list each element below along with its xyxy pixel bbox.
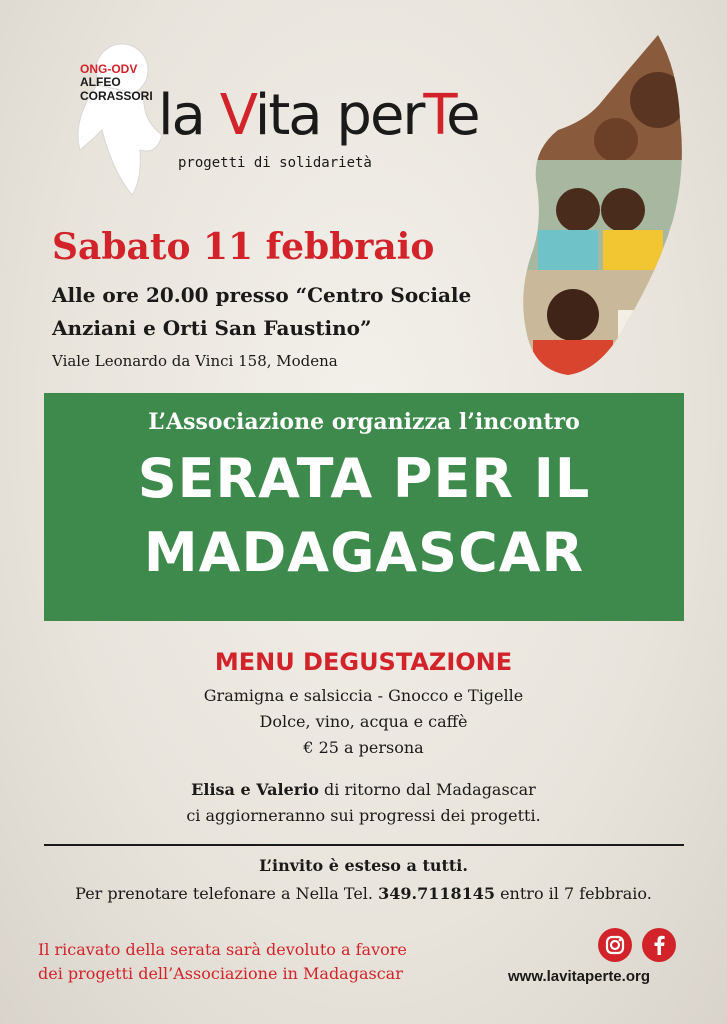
menu-line1: Gramigna e salsiccia - Gnocco e Tigelle: [203, 686, 524, 705]
ong-label: ONG-ODV: [80, 62, 138, 76]
booking-phone[interactable]: 349.7118145: [378, 884, 495, 903]
website-link[interactable]: www.lavitaperte.org: [508, 968, 650, 985]
event-title-banner: [44, 393, 684, 621]
footer-note-line2: dei progetti dell’Associazione in Madagascar: [38, 964, 403, 983]
guests-line1: [0, 780, 727, 799]
association-name-line1: ALFEO: [80, 75, 121, 89]
event-date: Sabato 11 febbraio: [52, 226, 435, 268]
event-time-venue-line1: Alle ore 20.00 presso “Centro Sociale: [52, 283, 472, 307]
invite-line2: Per prenotare telefonare a Nella Tel. 349.7118145 entro il 7 febbraio.: [75, 884, 652, 903]
guests-line2: ci aggiorneranno sui progressi dei progetti.: [186, 806, 541, 825]
association-name-line2: CORASSORI: [80, 89, 153, 103]
banner-intro: L’Associazione organizza l’incontro: [148, 409, 580, 435]
menu-price: € 25 a persona: [303, 738, 424, 757]
guest-names: Elisa e Valerio: [191, 780, 319, 799]
madagascar-photo-map: [508, 30, 688, 380]
instagram-icon[interactable]: [598, 928, 632, 962]
event-title-line1: SERATA PER IL: [137, 447, 591, 510]
event-title-line2: MADAGASCAR: [143, 521, 585, 584]
menu-line2: Dolce, vino, acqua e caffè: [259, 712, 468, 731]
event-address: Viale Leonardo da Vinci 158, Modena: [52, 352, 338, 370]
footer-note-line1: Il ricavato della serata sarà devoluto a favore: [38, 940, 407, 959]
brand-tagline: progetti di solidarietà: [178, 155, 372, 171]
invite-line1: L’invito è esteso a tutti.: [259, 856, 468, 875]
divider: [44, 844, 684, 846]
guests-line1-rest: di ritorno dal Madagascar: [318, 780, 536, 799]
event-time-venue-line2: Anziani e Orti San Faustino”: [52, 316, 372, 340]
brand-wordmark: la Vita perTe: [158, 83, 479, 148]
menu-title: MENU DEGUSTAZIONE: [214, 648, 513, 676]
facebook-icon[interactable]: [642, 928, 676, 962]
